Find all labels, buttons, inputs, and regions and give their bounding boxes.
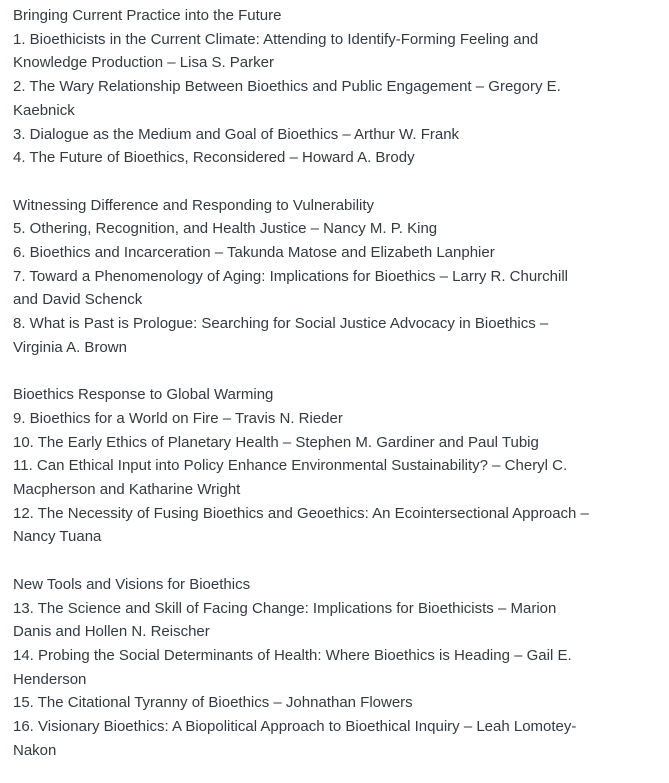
- toc-entry-line: Henderson: [13, 670, 87, 688]
- section-heading: Bringing Current Practice into the Future: [13, 7, 282, 24]
- toc-entry: [13, 644, 655, 691]
- toc-entry: [13, 241, 655, 265]
- toc-entry: [13, 691, 655, 715]
- toc-entry-line: 6. Bioethics and Incarceration – Takunda Matose and Elizabeth Lanphier: [13, 244, 495, 262]
- toc-entry-line: 5. Othering, Recognition, and Health Justice – Nancy M. P. King: [13, 220, 438, 238]
- toc-entry: [13, 146, 655, 170]
- toc-entry-line: 15. The Citational Tyranny of Bioethics – Johnathan Flowers: [13, 694, 413, 712]
- toc-section: [13, 383, 655, 549]
- toc-entry: [13, 407, 655, 431]
- toc-entry: [13, 28, 655, 75]
- toc-entry-line: Danis and Hollen N. Reischer: [13, 623, 210, 641]
- toc-entry-line: 10. The Early Ethics of Planetary Health – Stephen M. Gardiner and Paul Tubig: [13, 433, 539, 451]
- toc-entry-line: Nakon: [13, 741, 57, 759]
- toc-entry: [13, 123, 655, 147]
- toc-entry-line: Kaebnick: [13, 101, 75, 119]
- toc-entry-line: 11. Can Ethical Input into Policy Enhance Environmental Sustainability? – Cheryl C.: [13, 457, 568, 475]
- toc-entry-line: 4. The Future of Bioethics, Reconsidered – Howard A. Brody: [13, 149, 415, 167]
- toc-entry-line: and David Schenck: [13, 291, 143, 309]
- toc-entry: [13, 75, 655, 122]
- toc-entry: [13, 217, 655, 241]
- toc-entry: [13, 715, 655, 762]
- toc-entry: [13, 431, 655, 455]
- toc-entry-line: 2. The Wary Relationship Between Bioethics and Public Engagement – Gregory E.: [13, 78, 561, 96]
- toc-entry-line: 1. Bioethicists in the Current Climate: Attending to Identify-Forming Feeling and: [13, 30, 539, 48]
- toc-entry-line: 9. Bioethics for a World on Fire – Travis N. Rieder: [13, 409, 343, 427]
- toc-entry-line: 16. Visionary Bioethics: A Biopolitical Approach to Bioethical Inquiry – Leah Lomotey-: [13, 718, 577, 736]
- toc-entry-line: 7. Toward a Phenomenology of Aging: Implications for Bioethics – Larry R. Churchill: [13, 267, 569, 285]
- toc-entry-line: 3. Dialogue as the Medium and Goal of Bioethics – Arthur W. Frank: [13, 125, 460, 143]
- section-heading: Witnessing Difference and Responding to Vulnerability: [13, 196, 375, 214]
- toc-entry-line: 14. Probing the Social Determinants of Health: Where Bioethics is Heading – Gail E.: [13, 646, 572, 664]
- toc-entry-line: 12. The Necessity of Fusing Bioethics and Geoethics: An Ecointersectional Approach –: [13, 504, 589, 522]
- section-heading: Bioethics Response to Global Warming: [13, 386, 274, 404]
- toc-entry-line: Nancy Tuana: [13, 528, 102, 546]
- toc-entry-line: 13. The Science and Skill of Facing Change: Implications for Bioethicists – Marion: [13, 599, 557, 617]
- toc-section: [13, 194, 655, 360]
- toc-section: [13, 573, 655, 763]
- toc-entry-line: Virginia A. Brown: [13, 338, 127, 356]
- toc-entry-line: 8. What is Past is Prologue: Searching for Social Justice Advocacy in Bioethics –: [13, 315, 549, 333]
- toc-entry-line: Macpherson and Katharine Wright: [13, 481, 241, 499]
- toc-entry: [13, 502, 655, 549]
- toc-entry: [13, 597, 655, 644]
- toc-entry: [13, 265, 655, 312]
- toc-section: [13, 4, 655, 170]
- toc-entry-line: Knowledge Production – Lisa S. Parker: [13, 54, 274, 72]
- toc-entry: [13, 454, 655, 501]
- section-heading: New Tools and Visions for Bioethics: [13, 575, 251, 593]
- toc-entry: [13, 312, 655, 359]
